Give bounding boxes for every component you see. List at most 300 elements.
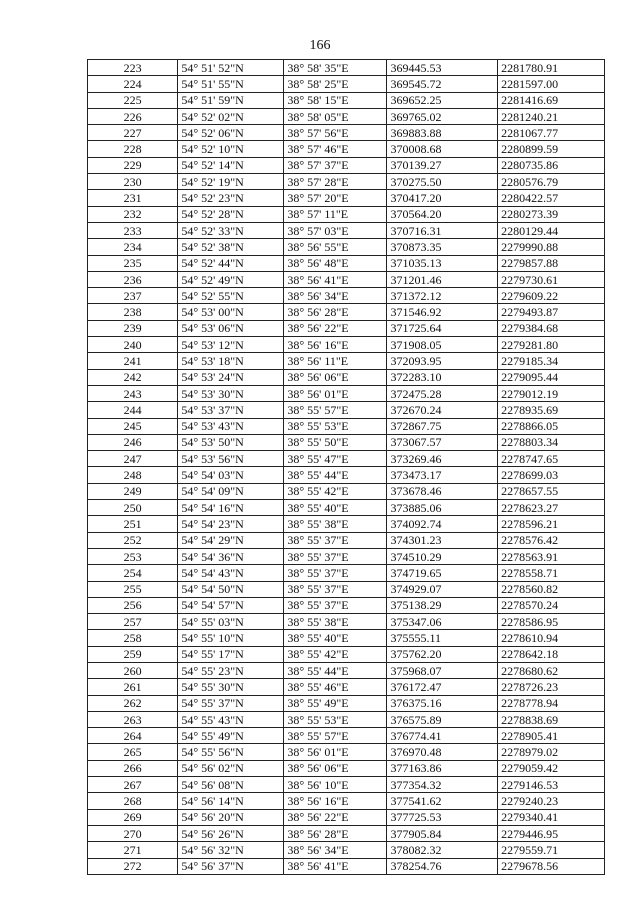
table-row <box>88 239 605 255</box>
longitude-cell: 38° 56' 34"E <box>284 288 387 304</box>
y-coordinate-cell: 2278680.62 <box>498 662 605 678</box>
table-row <box>88 646 605 662</box>
longitude-cell: 38° 55' 40"E <box>284 500 387 516</box>
longitude-cell: 38° 55' 53"E <box>284 711 387 727</box>
table-row <box>88 467 605 483</box>
longitude-cell: 38° 55' 57"E <box>284 728 387 744</box>
longitude-cell: 38° 55' 38"E <box>284 516 387 532</box>
point-number-cell: 227 <box>88 125 178 141</box>
table-row <box>88 451 605 467</box>
y-coordinate-cell: 2281067.77 <box>498 125 605 141</box>
longitude-cell: 38° 55' 38"E <box>284 614 387 630</box>
longitude-cell: 38° 58' 25"E <box>284 76 387 92</box>
point-number-cell: 246 <box>88 434 178 450</box>
y-coordinate-cell: 2279559.71 <box>498 842 605 858</box>
y-coordinate-cell: 2278866.05 <box>498 418 605 434</box>
x-coordinate-cell: 369652.25 <box>387 92 498 108</box>
x-coordinate-cell: 374092.74 <box>387 516 498 532</box>
point-number-cell: 228 <box>88 141 178 157</box>
longitude-cell: 38° 56' 41"E <box>284 271 387 287</box>
x-coordinate-cell: 371201.46 <box>387 271 498 287</box>
point-number-cell: 234 <box>88 239 178 255</box>
table-row <box>88 418 605 434</box>
point-number-cell: 232 <box>88 206 178 222</box>
latitude-cell: 54° 53' 50"N <box>178 434 284 450</box>
table-row <box>88 825 605 841</box>
table-row <box>88 777 605 793</box>
table-row <box>88 92 605 108</box>
y-coordinate-cell: 2279730.61 <box>498 271 605 287</box>
x-coordinate-cell: 369765.02 <box>387 108 498 124</box>
table-row <box>88 728 605 744</box>
table-row <box>88 288 605 304</box>
point-number-cell: 269 <box>88 809 178 825</box>
latitude-cell: 54° 54' 09"N <box>178 483 284 499</box>
y-coordinate-cell: 2278935.69 <box>498 402 605 418</box>
x-coordinate-cell: 373473.17 <box>387 467 498 483</box>
x-coordinate-cell: 376575.89 <box>387 711 498 727</box>
table-row <box>88 760 605 776</box>
y-coordinate-cell: 2280129.44 <box>498 222 605 238</box>
x-coordinate-cell: 374929.07 <box>387 581 498 597</box>
x-coordinate-cell: 374301.23 <box>387 532 498 548</box>
longitude-cell: 38° 56' 34"E <box>284 842 387 858</box>
table-row <box>88 565 605 581</box>
x-coordinate-cell: 376774.41 <box>387 728 498 744</box>
table-row <box>88 695 605 711</box>
table-row <box>88 385 605 401</box>
point-number-cell: 245 <box>88 418 178 434</box>
longitude-cell: 38° 55' 37"E <box>284 581 387 597</box>
x-coordinate-cell: 370275.50 <box>387 174 498 190</box>
x-coordinate-cell: 369445.53 <box>387 60 498 76</box>
y-coordinate-cell: 2280576.79 <box>498 174 605 190</box>
x-coordinate-cell: 377354.32 <box>387 777 498 793</box>
latitude-cell: 54° 56' 08"N <box>178 777 284 793</box>
longitude-cell: 38° 56' 10"E <box>284 777 387 793</box>
point-number-cell: 241 <box>88 353 178 369</box>
longitude-cell: 38° 56' 41"E <box>284 858 387 874</box>
x-coordinate-cell: 377905.84 <box>387 825 498 841</box>
y-coordinate-cell: 2278803.34 <box>498 434 605 450</box>
latitude-cell: 54° 53' 56"N <box>178 451 284 467</box>
longitude-cell: 38° 55' 37"E <box>284 548 387 564</box>
longitude-cell: 38° 55' 57"E <box>284 402 387 418</box>
point-number-cell: 233 <box>88 222 178 238</box>
point-number-cell: 224 <box>88 76 178 92</box>
point-number-cell: 235 <box>88 255 178 271</box>
latitude-cell: 54° 52' 38"N <box>178 239 284 255</box>
y-coordinate-cell: 2278657.55 <box>498 483 605 499</box>
coordinates-table <box>87 59 605 875</box>
y-coordinate-cell: 2280899.59 <box>498 141 605 157</box>
latitude-cell: 54° 52' 55"N <box>178 288 284 304</box>
point-number-cell: 266 <box>88 760 178 776</box>
table-row <box>88 304 605 320</box>
y-coordinate-cell: 2281416.69 <box>498 92 605 108</box>
y-coordinate-cell: 2278586.95 <box>498 614 605 630</box>
latitude-cell: 54° 52' 33"N <box>178 222 284 238</box>
y-coordinate-cell: 2278747.65 <box>498 451 605 467</box>
table-row <box>88 516 605 532</box>
latitude-cell: 54° 54' 57"N <box>178 597 284 613</box>
y-coordinate-cell: 2278576.42 <box>498 532 605 548</box>
longitude-cell: 38° 55' 42"E <box>284 483 387 499</box>
longitude-cell: 38° 55' 46"E <box>284 679 387 695</box>
latitude-cell: 54° 53' 00"N <box>178 304 284 320</box>
point-number-cell: 226 <box>88 108 178 124</box>
x-coordinate-cell: 373269.46 <box>387 451 498 467</box>
table-row <box>88 842 605 858</box>
table-row <box>88 809 605 825</box>
point-number-cell: 230 <box>88 174 178 190</box>
table-row <box>88 500 605 516</box>
latitude-cell: 54° 55' 56"N <box>178 744 284 760</box>
longitude-cell: 38° 57' 37"E <box>284 157 387 173</box>
latitude-cell: 54° 55' 10"N <box>178 630 284 646</box>
y-coordinate-cell: 2279384.68 <box>498 320 605 336</box>
point-number-cell: 225 <box>88 92 178 108</box>
x-coordinate-cell: 371908.05 <box>387 337 498 353</box>
latitude-cell: 54° 56' 26"N <box>178 825 284 841</box>
longitude-cell: 38° 57' 46"E <box>284 141 387 157</box>
y-coordinate-cell: 2278558.71 <box>498 565 605 581</box>
longitude-cell: 38° 55' 37"E <box>284 532 387 548</box>
x-coordinate-cell: 373678.46 <box>387 483 498 499</box>
latitude-cell: 54° 52' 10"N <box>178 141 284 157</box>
y-coordinate-cell: 2278642.18 <box>498 646 605 662</box>
y-coordinate-cell: 2279059.42 <box>498 760 605 776</box>
point-number-cell: 237 <box>88 288 178 304</box>
x-coordinate-cell: 373885.06 <box>387 500 498 516</box>
latitude-cell: 54° 54' 50"N <box>178 581 284 597</box>
latitude-cell: 54° 52' 23"N <box>178 190 284 206</box>
table-row <box>88 662 605 678</box>
point-number-cell: 271 <box>88 842 178 858</box>
latitude-cell: 54° 55' 30"N <box>178 679 284 695</box>
latitude-cell: 54° 53' 30"N <box>178 385 284 401</box>
point-number-cell: 250 <box>88 500 178 516</box>
longitude-cell: 38° 55' 44"E <box>284 662 387 678</box>
y-coordinate-cell: 2278726.23 <box>498 679 605 695</box>
latitude-cell: 54° 54' 36"N <box>178 548 284 564</box>
point-number-cell: 249 <box>88 483 178 499</box>
x-coordinate-cell: 372093.95 <box>387 353 498 369</box>
point-number-cell: 259 <box>88 646 178 662</box>
y-coordinate-cell: 2279240.23 <box>498 793 605 809</box>
page-number: 166 <box>309 38 331 53</box>
longitude-cell: 38° 57' 56"E <box>284 125 387 141</box>
latitude-cell: 54° 55' 03"N <box>178 614 284 630</box>
x-coordinate-cell: 370417.20 <box>387 190 498 206</box>
point-number-cell: 267 <box>88 777 178 793</box>
y-coordinate-cell: 2279095.44 <box>498 369 605 385</box>
longitude-cell: 38° 56' 22"E <box>284 809 387 825</box>
longitude-cell: 38° 56' 55"E <box>284 239 387 255</box>
x-coordinate-cell: 376375.16 <box>387 695 498 711</box>
longitude-cell: 38° 58' 15"E <box>284 92 387 108</box>
longitude-cell: 38° 56' 48"E <box>284 255 387 271</box>
y-coordinate-cell: 2281597.00 <box>498 76 605 92</box>
x-coordinate-cell: 369883.88 <box>387 125 498 141</box>
latitude-cell: 54° 53' 12"N <box>178 337 284 353</box>
point-number-cell: 260 <box>88 662 178 678</box>
table-row <box>88 255 605 271</box>
latitude-cell: 54° 55' 23"N <box>178 662 284 678</box>
point-number-cell: 268 <box>88 793 178 809</box>
coordinates-table-body <box>88 60 605 875</box>
y-coordinate-cell: 2280735.86 <box>498 157 605 173</box>
latitude-cell: 54° 53' 24"N <box>178 369 284 385</box>
latitude-cell: 54° 53' 37"N <box>178 402 284 418</box>
x-coordinate-cell: 372475.28 <box>387 385 498 401</box>
x-coordinate-cell: 372670.24 <box>387 402 498 418</box>
longitude-cell: 38° 55' 37"E <box>284 597 387 613</box>
table-row <box>88 353 605 369</box>
latitude-cell: 54° 53' 43"N <box>178 418 284 434</box>
point-number-cell: 240 <box>88 337 178 353</box>
latitude-cell: 54° 52' 49"N <box>178 271 284 287</box>
latitude-cell: 54° 54' 23"N <box>178 516 284 532</box>
y-coordinate-cell: 2281780.91 <box>498 60 605 76</box>
table-row <box>88 434 605 450</box>
point-number-cell: 264 <box>88 728 178 744</box>
point-number-cell: 272 <box>88 858 178 874</box>
x-coordinate-cell: 371035.13 <box>387 255 498 271</box>
x-coordinate-cell: 374510.29 <box>387 548 498 564</box>
table-row <box>88 222 605 238</box>
latitude-cell: 54° 52' 28"N <box>178 206 284 222</box>
x-coordinate-cell: 370139.27 <box>387 157 498 173</box>
point-number-cell: 262 <box>88 695 178 711</box>
table-row <box>88 630 605 646</box>
y-coordinate-cell: 2278778.94 <box>498 695 605 711</box>
longitude-cell: 38° 56' 16"E <box>284 793 387 809</box>
longitude-cell: 38° 56' 28"E <box>284 304 387 320</box>
y-coordinate-cell: 2279146.53 <box>498 777 605 793</box>
y-coordinate-cell: 2278560.82 <box>498 581 605 597</box>
y-coordinate-cell: 2279609.22 <box>498 288 605 304</box>
x-coordinate-cell: 370564.20 <box>387 206 498 222</box>
latitude-cell: 54° 54' 16"N <box>178 500 284 516</box>
y-coordinate-cell: 2280273.39 <box>498 206 605 222</box>
table-row <box>88 679 605 695</box>
latitude-cell: 54° 52' 14"N <box>178 157 284 173</box>
latitude-cell: 54° 56' 37"N <box>178 858 284 874</box>
point-number-cell: 270 <box>88 825 178 841</box>
x-coordinate-cell: 376172.47 <box>387 679 498 695</box>
latitude-cell: 54° 56' 20"N <box>178 809 284 825</box>
x-coordinate-cell: 377163.86 <box>387 760 498 776</box>
point-number-cell: 254 <box>88 565 178 581</box>
y-coordinate-cell: 2279678.56 <box>498 858 605 874</box>
table-row <box>88 402 605 418</box>
table-row <box>88 125 605 141</box>
latitude-cell: 54° 55' 37"N <box>178 695 284 711</box>
table-row <box>88 76 605 92</box>
x-coordinate-cell: 371725.64 <box>387 320 498 336</box>
longitude-cell: 38° 55' 42"E <box>284 646 387 662</box>
longitude-cell: 38° 55' 47"E <box>284 451 387 467</box>
x-coordinate-cell: 369545.72 <box>387 76 498 92</box>
longitude-cell: 38° 55' 53"E <box>284 418 387 434</box>
latitude-cell: 54° 55' 17"N <box>178 646 284 662</box>
point-number-cell: 238 <box>88 304 178 320</box>
point-number-cell: 253 <box>88 548 178 564</box>
longitude-cell: 38° 57' 11"E <box>284 206 387 222</box>
latitude-cell: 54° 54' 43"N <box>178 565 284 581</box>
x-coordinate-cell: 375138.29 <box>387 597 498 613</box>
table-row <box>88 141 605 157</box>
y-coordinate-cell: 2278563.91 <box>498 548 605 564</box>
point-number-cell: 251 <box>88 516 178 532</box>
x-coordinate-cell: 377541.62 <box>387 793 498 809</box>
x-coordinate-cell: 375968.07 <box>387 662 498 678</box>
point-number-cell: 256 <box>88 597 178 613</box>
longitude-cell: 38° 57' 28"E <box>284 174 387 190</box>
longitude-cell: 38° 56' 01"E <box>284 385 387 401</box>
point-number-cell: 244 <box>88 402 178 418</box>
table-row <box>88 108 605 124</box>
point-number-cell: 248 <box>88 467 178 483</box>
latitude-cell: 54° 53' 06"N <box>178 320 284 336</box>
x-coordinate-cell: 375762.20 <box>387 646 498 662</box>
point-number-cell: 255 <box>88 581 178 597</box>
latitude-cell: 54° 52' 44"N <box>178 255 284 271</box>
point-number-cell: 242 <box>88 369 178 385</box>
table-row <box>88 581 605 597</box>
y-coordinate-cell: 2279340.41 <box>498 809 605 825</box>
longitude-cell: 38° 58' 05"E <box>284 108 387 124</box>
latitude-cell: 54° 54' 29"N <box>178 532 284 548</box>
latitude-cell: 54° 52' 19"N <box>178 174 284 190</box>
longitude-cell: 38° 56' 01"E <box>284 744 387 760</box>
table-row <box>88 532 605 548</box>
latitude-cell: 54° 51' 59"N <box>178 92 284 108</box>
table-row <box>88 793 605 809</box>
table-row <box>88 60 605 76</box>
latitude-cell: 54° 51' 52"N <box>178 60 284 76</box>
y-coordinate-cell: 2278979.02 <box>498 744 605 760</box>
y-coordinate-cell: 2278570.24 <box>498 597 605 613</box>
x-coordinate-cell: 370873.35 <box>387 239 498 255</box>
x-coordinate-cell: 373067.57 <box>387 434 498 450</box>
x-coordinate-cell: 375555.11 <box>387 630 498 646</box>
table-row <box>88 711 605 727</box>
x-coordinate-cell: 370008.68 <box>387 141 498 157</box>
point-number-cell: 265 <box>88 744 178 760</box>
latitude-cell: 54° 55' 43"N <box>178 711 284 727</box>
point-number-cell: 243 <box>88 385 178 401</box>
point-number-cell: 263 <box>88 711 178 727</box>
latitude-cell: 54° 56' 02"N <box>178 760 284 776</box>
longitude-cell: 38° 58' 35"E <box>284 60 387 76</box>
y-coordinate-cell: 2279012.19 <box>498 385 605 401</box>
latitude-cell: 54° 56' 14"N <box>178 793 284 809</box>
y-coordinate-cell: 2279857.88 <box>498 255 605 271</box>
table-row <box>88 271 605 287</box>
table-row <box>88 858 605 874</box>
y-coordinate-cell: 2279446.95 <box>498 825 605 841</box>
y-coordinate-cell: 2281240.21 <box>498 108 605 124</box>
y-coordinate-cell: 2280422.57 <box>498 190 605 206</box>
latitude-cell: 54° 52' 02"N <box>178 108 284 124</box>
y-coordinate-cell: 2278838.69 <box>498 711 605 727</box>
point-number-cell: 231 <box>88 190 178 206</box>
longitude-cell: 38° 57' 03"E <box>284 222 387 238</box>
y-coordinate-cell: 2279493.87 <box>498 304 605 320</box>
table-row <box>88 548 605 564</box>
latitude-cell: 54° 52' 06"N <box>178 125 284 141</box>
point-number-cell: 223 <box>88 60 178 76</box>
longitude-cell: 38° 56' 16"E <box>284 337 387 353</box>
table-row <box>88 369 605 385</box>
latitude-cell: 54° 55' 49"N <box>178 728 284 744</box>
x-coordinate-cell: 378082.32 <box>387 842 498 858</box>
table-row <box>88 597 605 613</box>
x-coordinate-cell: 376970.48 <box>387 744 498 760</box>
x-coordinate-cell: 372867.75 <box>387 418 498 434</box>
latitude-cell: 54° 56' 32"N <box>178 842 284 858</box>
longitude-cell: 38° 55' 44"E <box>284 467 387 483</box>
x-coordinate-cell: 377725.53 <box>387 809 498 825</box>
y-coordinate-cell: 2278596.21 <box>498 516 605 532</box>
x-coordinate-cell: 374719.65 <box>387 565 498 581</box>
x-coordinate-cell: 371546.92 <box>387 304 498 320</box>
x-coordinate-cell: 375347.06 <box>387 614 498 630</box>
point-number-cell: 258 <box>88 630 178 646</box>
table-row <box>88 483 605 499</box>
table-row <box>88 337 605 353</box>
longitude-cell: 38° 55' 49"E <box>284 695 387 711</box>
y-coordinate-cell: 2278610.94 <box>498 630 605 646</box>
longitude-cell: 38° 56' 28"E <box>284 825 387 841</box>
y-coordinate-cell: 2279281.80 <box>498 337 605 353</box>
point-number-cell: 239 <box>88 320 178 336</box>
table-row <box>88 174 605 190</box>
y-coordinate-cell: 2278699.03 <box>498 467 605 483</box>
latitude-cell: 54° 51' 55"N <box>178 76 284 92</box>
point-number-cell: 261 <box>88 679 178 695</box>
x-coordinate-cell: 371372.12 <box>387 288 498 304</box>
point-number-cell: 252 <box>88 532 178 548</box>
y-coordinate-cell: 2278623.27 <box>498 500 605 516</box>
latitude-cell: 54° 53' 18"N <box>178 353 284 369</box>
x-coordinate-cell: 372283.10 <box>387 369 498 385</box>
table-row <box>88 206 605 222</box>
point-number-cell: 236 <box>88 271 178 287</box>
y-coordinate-cell: 2278905.41 <box>498 728 605 744</box>
table-row <box>88 190 605 206</box>
longitude-cell: 38° 56' 11"E <box>284 353 387 369</box>
point-number-cell: 247 <box>88 451 178 467</box>
point-number-cell: 229 <box>88 157 178 173</box>
longitude-cell: 38° 57' 20"E <box>284 190 387 206</box>
longitude-cell: 38° 55' 40"E <box>284 630 387 646</box>
latitude-cell: 54° 54' 03"N <box>178 467 284 483</box>
table-row <box>88 744 605 760</box>
longitude-cell: 38° 55' 50"E <box>284 434 387 450</box>
longitude-cell: 38° 56' 06"E <box>284 760 387 776</box>
y-coordinate-cell: 2279185.34 <box>498 353 605 369</box>
longitude-cell: 38° 56' 06"E <box>284 369 387 385</box>
x-coordinate-cell: 378254.76 <box>387 858 498 874</box>
table-row <box>88 320 605 336</box>
point-number-cell: 257 <box>88 614 178 630</box>
y-coordinate-cell: 2279990.88 <box>498 239 605 255</box>
x-coordinate-cell: 370716.31 <box>387 222 498 238</box>
longitude-cell: 38° 56' 22"E <box>284 320 387 336</box>
